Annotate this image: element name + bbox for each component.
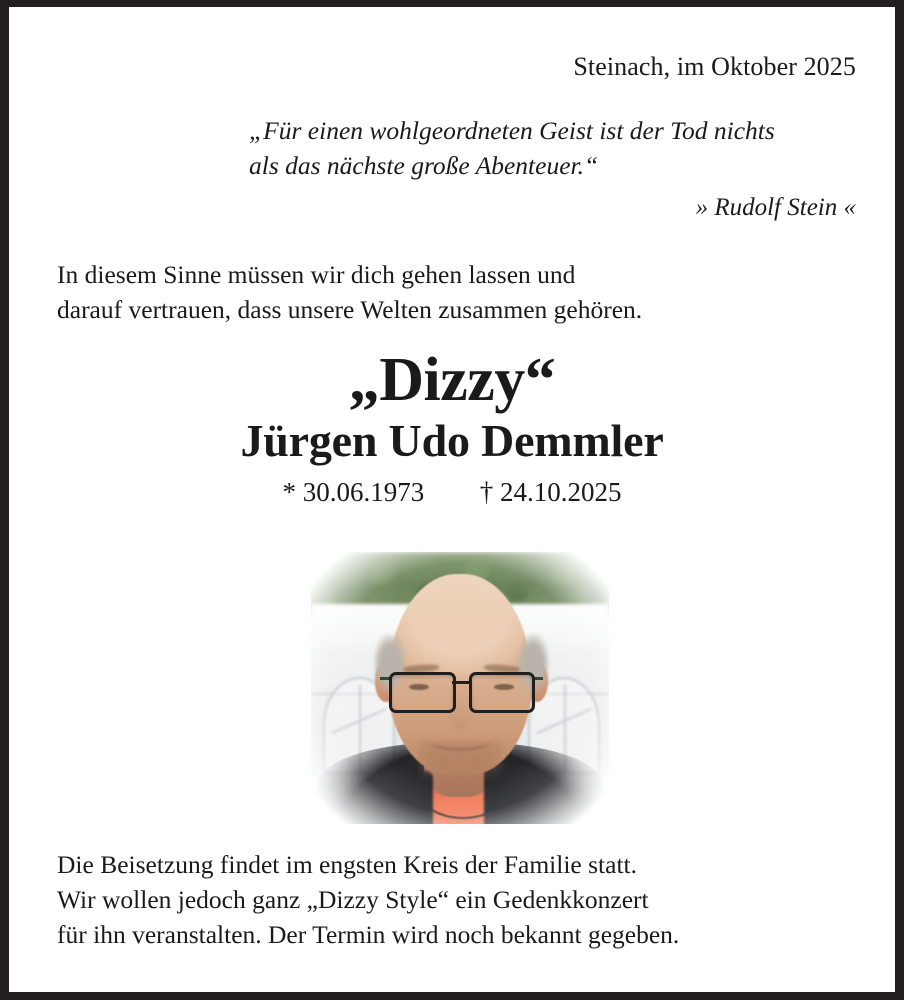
quote-attribution: » Rudolf Stein « — [695, 194, 856, 221]
closing-block — [57, 847, 855, 952]
deceased-name-block — [9, 345, 895, 511]
closing-line-1: Die Beisetzung findet im engsten Kreis der Familie statt. — [57, 850, 637, 879]
closing-line-3: für ihn veranstalten. Der Termin wird noch bekannt gegeben. — [57, 920, 680, 949]
deceased-full-name: Jürgen Udo Demmler — [240, 415, 664, 466]
life-dates — [9, 473, 895, 511]
quote-line-2: als das nächste große Abenteuer.“ — [249, 151, 599, 180]
deceased-nickname: „Dizzy“ — [348, 346, 556, 414]
quote-line-1: „Für einen wohlgeordneten Geist ist der Tod nichts — [249, 116, 775, 145]
dateline: Steinach, im Oktober 2025 — [573, 52, 856, 81]
intro-line-2: darauf vertrauen, dass unsere Welten zusammen gehören. — [57, 295, 643, 324]
death-date: 24.10.2025 — [500, 477, 622, 507]
quotation-block — [249, 113, 856, 225]
intro-block — [57, 257, 855, 327]
portrait-photo — [311, 552, 609, 824]
photo-soft-overlay — [311, 552, 609, 824]
birth-star-icon: * — [282, 477, 296, 507]
death-cross-icon: † — [479, 477, 494, 507]
birth-date: 30.06.1973 — [302, 477, 425, 507]
closing-line-2: Wir wollen jedoch ganz „Dizzy Style“ ein Gedenkkonzert — [57, 885, 649, 914]
intro-line-1: In diesem Sinne müssen wir dich gehen lassen und — [57, 260, 576, 289]
portrait-image — [311, 552, 609, 824]
notice-paper — [9, 7, 895, 992]
